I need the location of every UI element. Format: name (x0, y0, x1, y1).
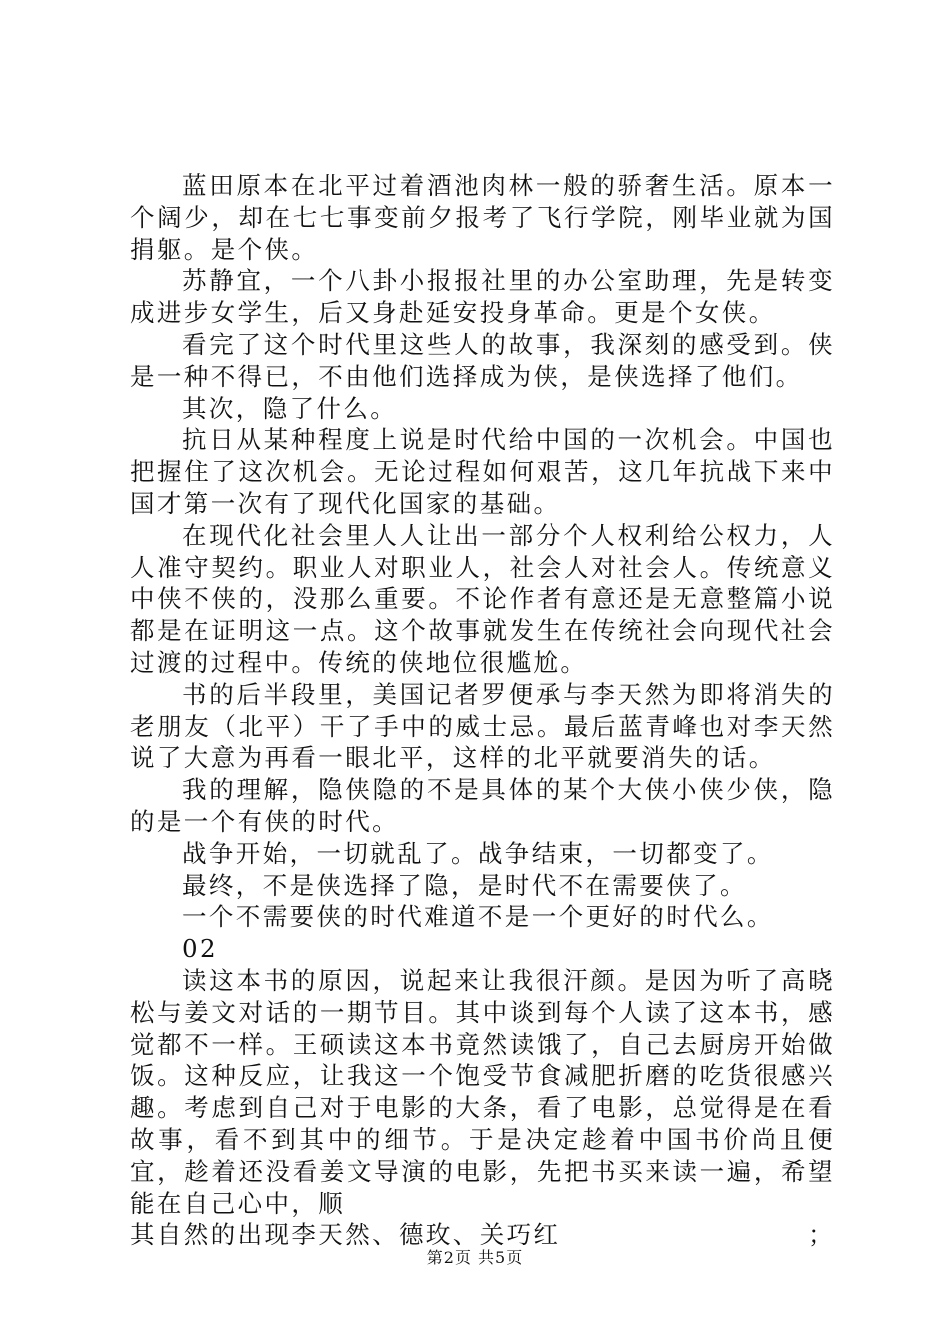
paragraph-1: 蓝田原本在北平过着酒池肉林一般的骄奢生活。原本一个阔少，却在七七事变前夕报考了飞行学院，刚毕业就为国捐躯。是个侠。 (130, 171, 835, 264)
paragraph-12: 读这本书的原因，说起来让我很汗颜。是因为听了高晓松与姜文对话的一期节目。其中谈到每个人读了这本书，感觉都不一样。王硕读这本书竟然读饿了，自己去厨房开始做饭。这种反应，让我这一个饱受节食减肥折磨的吃货很感兴趣。考虑到自己对于电影的大条，看了电影，总觉得是在看故事，看不到其中的细节。于是决定趁着中国书价尚且便宜，趁着还没看姜文导演的电影，先把书买来读一遍，希望能在自己心中，顺 (130, 965, 835, 1218)
paragraph-4: 其次，隐了什么。 (182, 393, 398, 423)
paragraph-2: 苏静宜，一个八卦小报报社里的办公室助理，先是转变成进步女学生，后又身赴延安投身革命。更是个女侠。 (130, 266, 835, 328)
paragraph-10: 最终，不是侠选择了隐，是时代不在需要侠了。 (182, 870, 747, 900)
paragraph-9: 战争开始，一切就乱了。战争结束，一切都变了。 (182, 838, 774, 868)
section-number: 02 (182, 934, 218, 964)
paragraph-3: 看完了这个时代里这些人的故事，我深刻的感受到。侠是一种不得已，不由他们选择成为侠，是侠选择了他们。 (130, 329, 835, 391)
paragraph-8: 我的理解，隐侠隐的不是具体的某个大侠小侠少侠，隐的是一个有侠的时代。 (130, 775, 835, 836)
paragraph-11: 一个不需要侠的时代难道不是一个更好的时代么。 (182, 902, 774, 932)
paragraph-7: 书的后半段里，美国记者罗便承与李天然为即将消失的老朋友（北平）干了手中的威士忌。最后蓝青峰也对李天然说了大意为再看一眼北平，这样的北平就要消失的话。 (130, 679, 835, 773)
page-footer: 第2页 共5页 (426, 1248, 524, 1267)
last-line-trailing: ； (808, 1220, 835, 1250)
paragraph-5: 抗日从某种程度上说是时代给中国的一次机会。中国也把握住了这次机会。无论过程如何艰苦，这几年抗战下来中国才第一次有了现代化国家的基础。 (130, 425, 835, 518)
paragraph-6: 在现代化社会里人人让出一部分个人权利给公权力，人人准守契约。职业人对职业人，社会人对社会人。传统意义中侠不侠的，没那么重要。不论作者有意还是无意整篇小说都是在证明这一点。这个故事就发生在传统社会向现代社会过渡的过程中。传统的侠地位很尴尬。 (130, 520, 835, 677)
body-text (130, 170, 835, 1251)
last-line-text: 其自然的出现李天然、德玫、关巧红 (130, 1220, 561, 1250)
